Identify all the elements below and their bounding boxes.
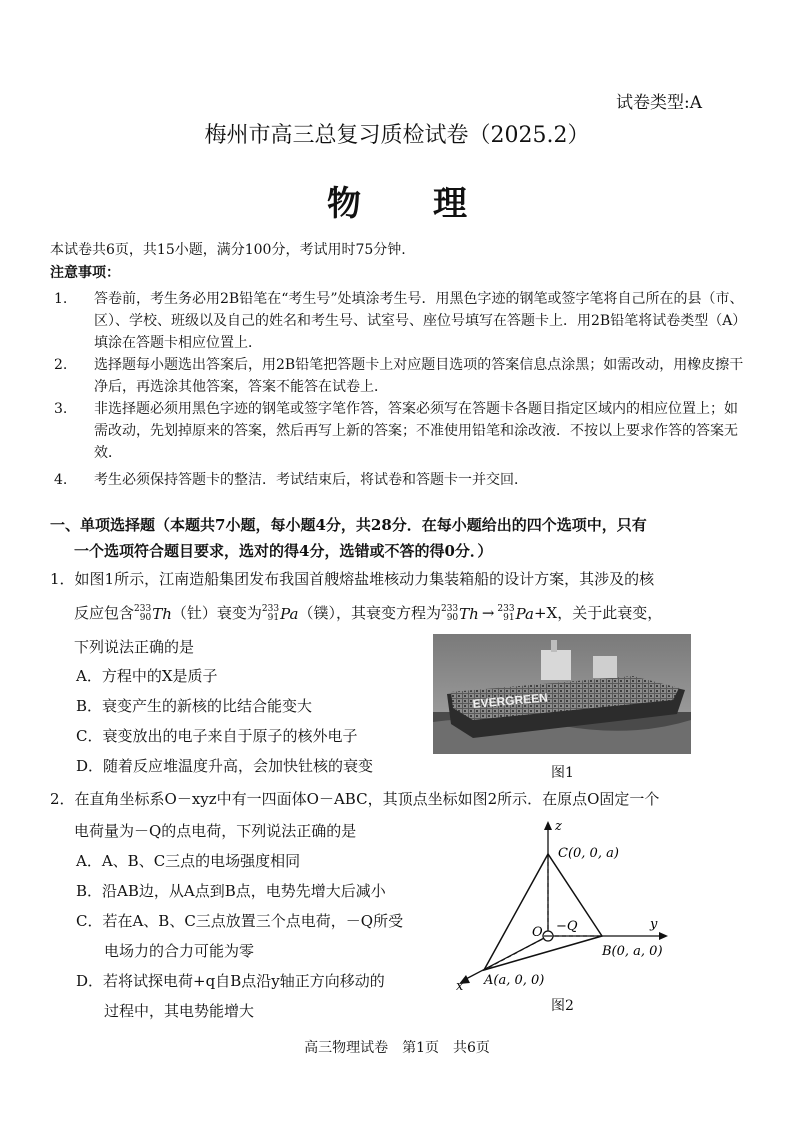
- section-heading-line: 一个选项符合题目要求，选对的得4分，选错或不答的得0分．）: [74, 542, 493, 560]
- section-heading-line: 一、单项选择题（本题共7小题，每小题4分，共28分．在每小题给出的四个选项中，只有: [50, 516, 647, 534]
- face-abc: [484, 854, 602, 970]
- thorium-nuclide: [441, 601, 479, 627]
- charge-label: −Q: [556, 919, 578, 934]
- y-axis-arrow-icon: [659, 932, 668, 940]
- q2-option-d: D．若将试探电荷+q自B点沿y轴正方向移动的: [76, 972, 385, 990]
- page-footer: 高三物理试卷 第1页 共6页: [304, 1040, 490, 1056]
- section-heading: [50, 512, 750, 564]
- q1-text: （镤），其衰变方程为: [298, 604, 441, 622]
- mass-number: 233: [134, 604, 152, 614]
- note-number: 3.: [54, 401, 68, 417]
- note-number: 1.: [54, 291, 68, 307]
- q2-stem-line-2: 电荷量为－Q的点电荷，下列说法正确的是: [74, 822, 357, 840]
- note-text: 选择题每小题选出答案后，用2B铅笔把答题卡上对应题目选项的答案信息点涂黑；如需改动，用橡皮擦干净后，再选涂其他答案，答案不能答在试卷上．: [94, 357, 744, 395]
- q1-stem-line-3: 下列说法正确的是: [74, 638, 195, 656]
- origin-label: O: [532, 925, 543, 940]
- note-text: 考生必须保持答题卡的整洁．考试结束后，将试卷和答题卡一并交回．: [94, 472, 528, 488]
- figure-2-caption: 图2: [551, 998, 574, 1014]
- element-symbol: Pa: [280, 605, 299, 623]
- x-axis-label: x: [456, 979, 464, 994]
- protactinium-nuclide: [497, 601, 534, 627]
- arrow: →: [481, 604, 495, 622]
- q1-text: 反应包含: [74, 604, 135, 622]
- q1-text: 关于此衰变，: [572, 604, 663, 622]
- mass-number: 233: [497, 604, 515, 614]
- y-axis-label: y: [650, 917, 658, 932]
- q2-stem-line-1: 2．在直角坐标系O－xyz中有一四面体O－ABC，其顶点坐标如图2所示．在原点O固定一个: [50, 790, 660, 808]
- q1-text: （钍）衰变为: [171, 604, 262, 622]
- ship-hull-text: EVERGREEN: [472, 690, 549, 711]
- q1-text: +X，: [533, 604, 573, 622]
- protactinium-nuclide: [262, 601, 299, 627]
- subject-title: 物理: [327, 184, 539, 224]
- figure-2-tetrahedron-diagram: [450, 818, 680, 1010]
- atomic-number: 91: [503, 613, 515, 623]
- q1-stem-line-2: [74, 600, 750, 627]
- paper-type-label: 试卷类型:A: [615, 93, 702, 113]
- atomic-number: 90: [139, 613, 152, 623]
- exam-intro: 本试卷共6页，共15小题，满分100分，考试用时75分钟.: [50, 242, 406, 258]
- note-number: 4.: [54, 472, 68, 488]
- note-text: 答卷前，考生务必用2B铅笔在“考生号”处填涂考生号．用黑色字迹的钢笔或签字笔将自己所在的县（市、区）、学校、班级以及自己的姓名和考生号、试室号、座位号填写在答题卡上．用2B铅笔将试卷类型（A）填涂在答题卡相应位置上．: [94, 291, 744, 351]
- z-axis-arrow-icon: [544, 821, 552, 830]
- mass-number: 233: [261, 604, 280, 614]
- atomic-number: 90: [446, 613, 459, 623]
- element-symbol: Th: [152, 605, 172, 623]
- q1-option-b: B．衰变产生的新核的比结合能变大: [76, 697, 313, 715]
- element-symbol: Pa: [515, 605, 534, 623]
- note-item: [54, 398, 744, 464]
- q2-option-c-continued: 电场力的合力可能为零: [104, 942, 255, 960]
- q1-option-a: A．方程中的X是质子: [76, 667, 218, 685]
- q1-option-c: C．衰变放出的电子来自于原子的核外电子: [76, 727, 358, 745]
- note-item: [54, 354, 744, 398]
- figure-1-ship-photo: [433, 634, 691, 754]
- vertex-a-label: A(a, 0, 0): [484, 973, 545, 988]
- q2-option-c: C．若在A、B、C三点放置三个点电荷，－Q所受: [76, 912, 404, 930]
- z-axis-label: z: [555, 819, 562, 834]
- q1-stem-line-1: 1．如图1所示，江南造船集团发布我国首艘熔盐堆核动力集装箱船的设计方案，其涉及的核: [50, 570, 655, 588]
- element-symbol: Th: [459, 605, 479, 623]
- q1-option-d: D．随着反应堆温度升高，会加快钍核的衰变: [76, 757, 374, 775]
- atomic-number: 91: [267, 613, 280, 623]
- q2-option-d-continued: 过程中，其电势能增大: [104, 1002, 255, 1020]
- vertex-c-label: C(0, 0, a): [558, 846, 619, 861]
- mass-number: 233: [440, 604, 459, 614]
- thorium-nuclide: [134, 601, 172, 627]
- q2-option-a: A．A、B、C三点的电场强度相同: [76, 852, 301, 870]
- notes-heading: 注意事项：: [50, 265, 120, 281]
- note-text: 非选择题必须用黑色字迹的钢笔或签字笔作答，答案必须写在答题卡各题目指定区域内的相应位置上；如需改动，先划掉原来的答案，然后再写上新的答案；不准使用铅笔和涂改液．不按以上要求作答的答案无效．: [94, 401, 738, 461]
- note-item: [54, 288, 744, 354]
- note-number: 2.: [54, 357, 68, 373]
- figure-1-caption: 图1: [551, 765, 574, 781]
- note-item: [54, 469, 744, 491]
- exam-title: 梅州市高三总复习质检试卷（2025.2）: [204, 123, 590, 148]
- vertex-b-label: B(0, a, 0): [602, 944, 663, 959]
- q2-option-b: B．沿AB边，从A点到B点，电势先增大后减小: [76, 882, 386, 900]
